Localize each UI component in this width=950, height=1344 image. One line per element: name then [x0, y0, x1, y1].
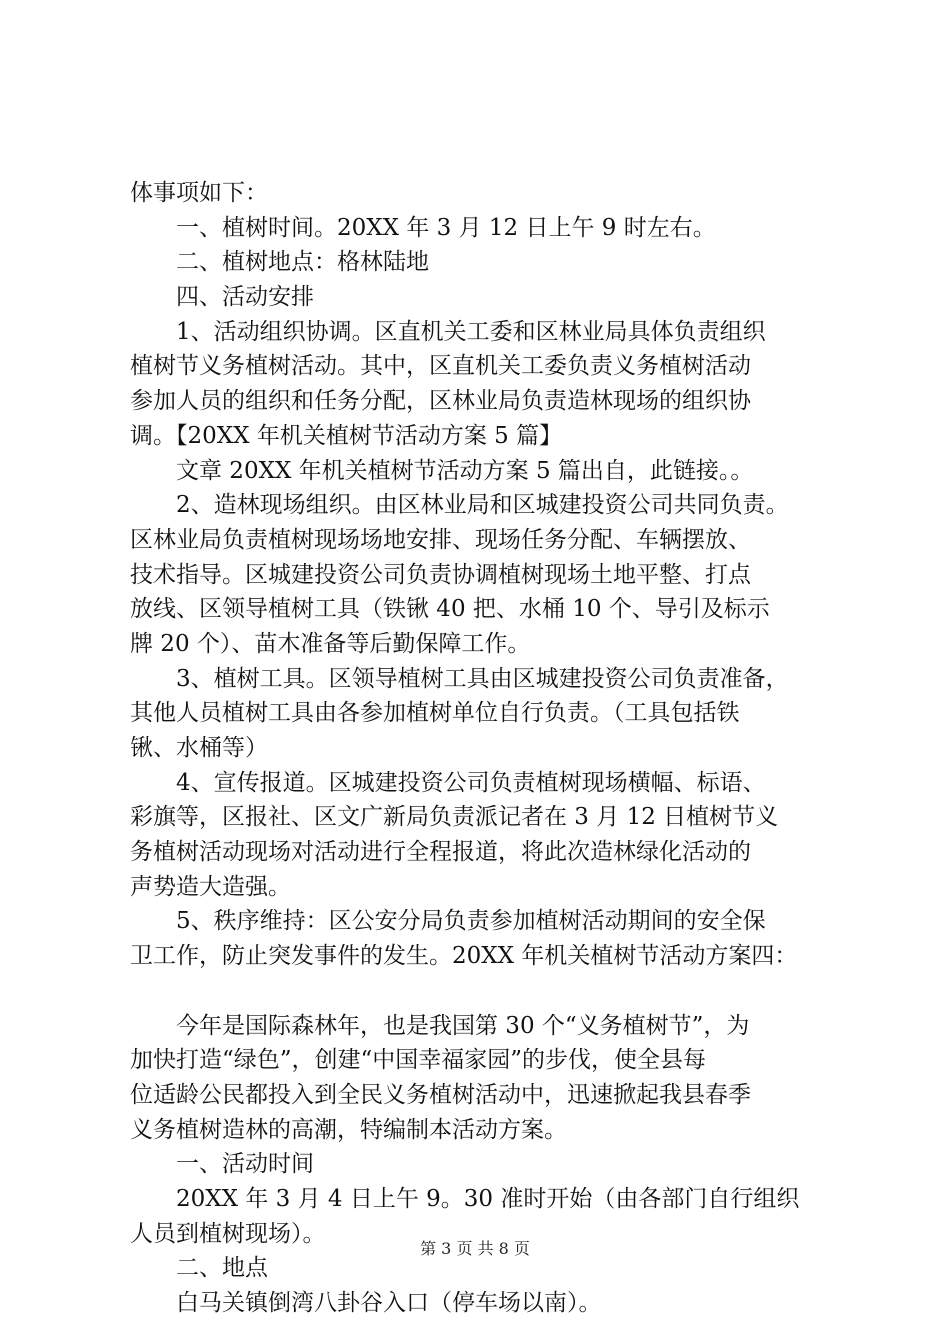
text-line: 彩旗等，区报社、区文广新局负责派记者在 3 月 12 日植树节义 [130, 804, 779, 831]
text-line: 区林业局负责植树现场场地安排、现场任务分配、车辆摆放、 [130, 526, 751, 553]
text-line: 锹、水桶等） [130, 735, 268, 761]
text-line: 加快打造“绿色”，创建“中国幸福家园”的步伐，使全县每 [130, 1047, 707, 1074]
text-line: 一、植树时间。20XX 年 3 月 12 日上午 9 时左右。 [130, 214, 716, 241]
text-line: 务植树活动现场对活动进行全程报道，将此次造林绿化活动的 [130, 839, 751, 866]
text-line: 声势造大造强。 [130, 873, 291, 900]
text-line: 1、活动组织协调。区直机关工委和区林业局具体负责组织 [130, 318, 766, 345]
text-line: 其他人员植树工具由各参加植树单位自行负责。（工具包括铁 [130, 700, 740, 727]
text-line: 义务植树造林的高潮，特编制本活动方案。 [130, 1116, 567, 1143]
text-line: 人员到植树现场）。 [130, 1220, 326, 1247]
document-body [130, 176, 850, 1321]
text-line: 20XX 年 3 月 4 日上午 9。30 准时开始（由各部门自行组织 [130, 1185, 800, 1212]
text-line: 今年是国际森林年，也是我国第 30 个“义务植树节”，为 [130, 1012, 750, 1039]
text-line: 文章 20XX 年机关植树节活动方案 5 篇出自，此链接。。 [130, 457, 754, 484]
text-line: 3、植树工具。区领导植树工具由区城建投资公司负责准备， [130, 665, 789, 692]
text-line: 5、秩序维持：区公安分局负责参加植树活动期间的安全保 [130, 908, 766, 935]
text-line: 一、活动时间 [130, 1151, 314, 1178]
page-footer: 第 3 页 共 8 页 [420, 1239, 530, 1258]
text-line: 体事项如下： [130, 180, 268, 206]
text-line: 调。【20XX 年机关植树节活动方案 5 篇】 [130, 422, 563, 449]
text-line: 白马关镇倒湾八卦谷入口（停车场以南）。 [130, 1290, 602, 1316]
text-line: 牌 20 个）、苗木准备等后勤保障工作。 [130, 630, 531, 657]
text-line: 放线、区领导植树工具（铁锹 40 把、水桶 10 个、导引及标示 [130, 596, 770, 623]
text-line: 二、植树地点：格林陆地 [130, 249, 429, 276]
text-line: 技术指导。区城建投资公司负责协调植树现场土地平整、打点 [130, 561, 751, 588]
blank-line [130, 974, 850, 1009]
text-line: 卫工作，防止突发事件的发生。20XX 年机关植树节活动方案四： [130, 943, 798, 970]
text-line: 四、活动安排 [130, 284, 314, 311]
text-line: 2、造林现场组织。由区林业局和区城建投资公司共同负责。 [130, 492, 789, 519]
text-line: 参加人员的组织和任务分配，区林业局负责造林现场的组织协 [130, 388, 751, 415]
text-line: 4、宣传报道。区城建投资公司负责植树现场横幅、标语、 [130, 769, 766, 796]
text-line: 位适龄公民都投入到全民义务植树活动中，迅速掀起我县春季 [130, 1081, 751, 1108]
text-line: 植树节义务植树活动。其中，区直机关工委负责义务植树活动 [130, 353, 751, 380]
text-line: 二、地点 [130, 1255, 268, 1282]
